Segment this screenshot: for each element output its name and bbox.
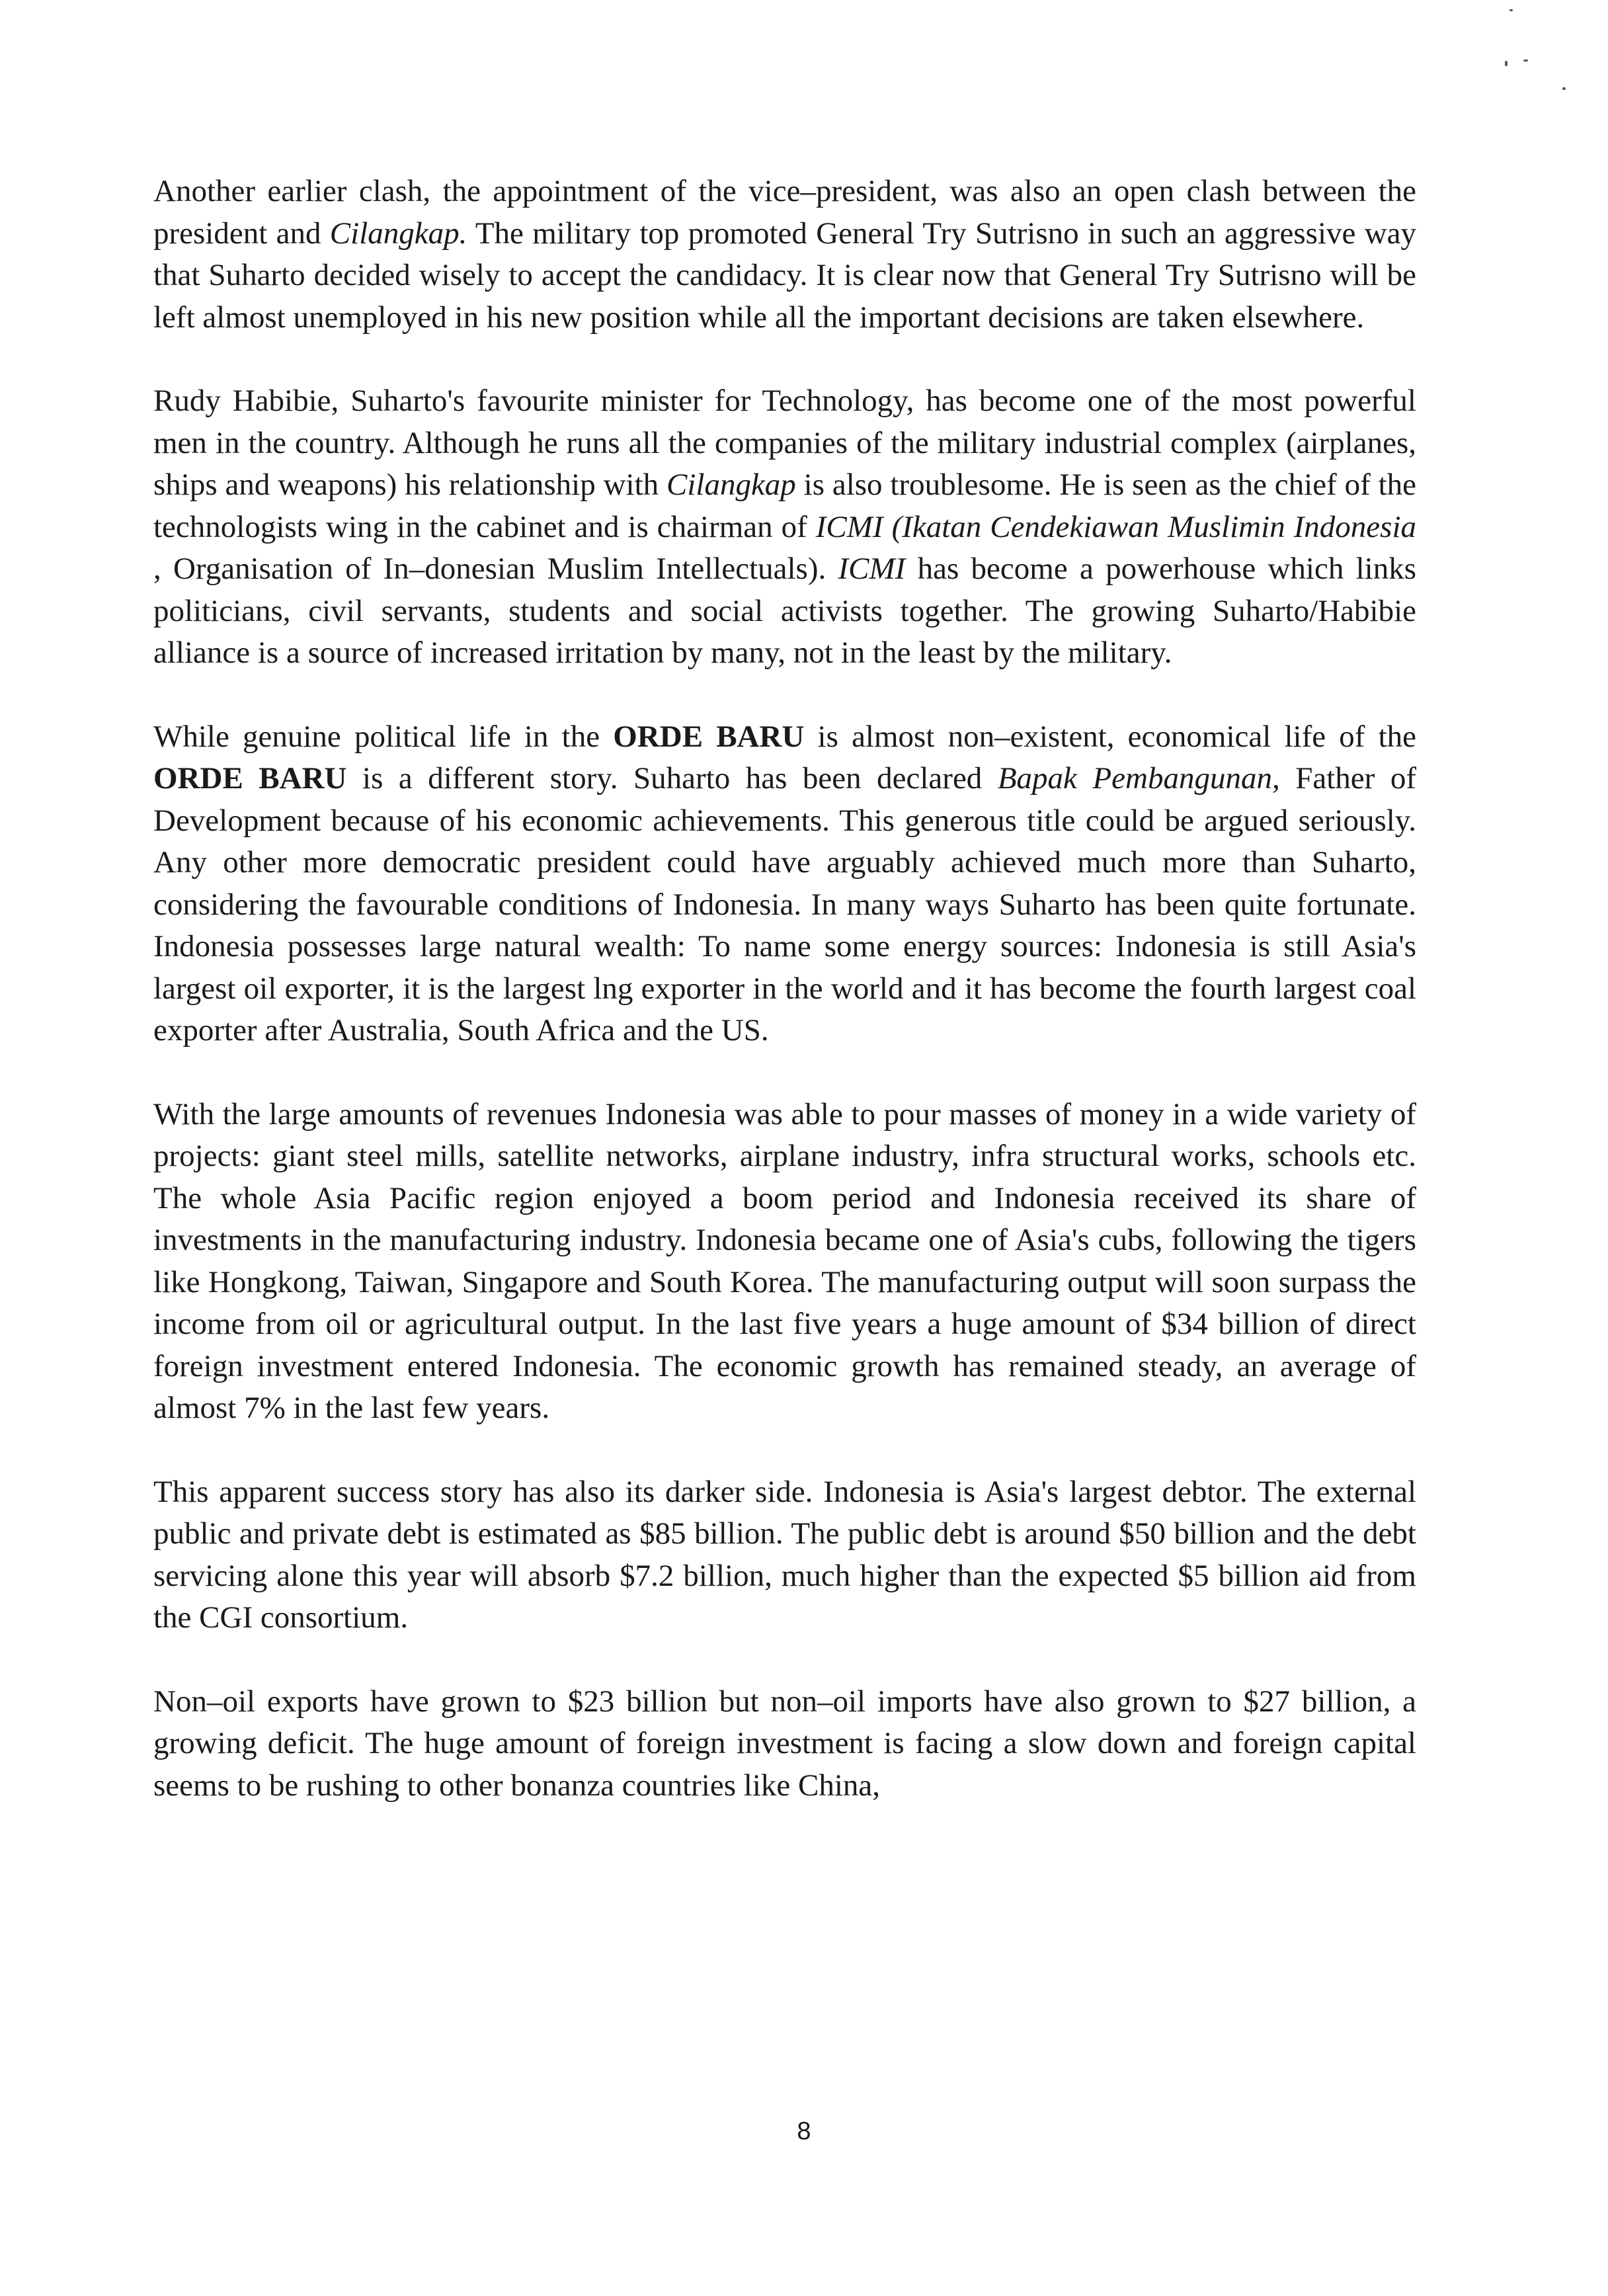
text-segment: This apparent success story has also its darker side. Indonesia is Asia's largest debtor. The external public and private debt is estimated as $85 billion. The public debt is around $50 billion and the debt servicing alone this year will absorb $7.2 billion, much higher than the expected $5 billion aid from the CGI consortium.: [153, 1474, 1416, 1635]
paragraph: [153, 1471, 1416, 1639]
paragraph: [153, 171, 1416, 339]
body-text: [153, 171, 1416, 1807]
text-segment: is almost non–existent, economical life of the: [804, 719, 1416, 754]
text-segment: ICMI: [838, 552, 906, 586]
scan-speck: [1523, 60, 1528, 62]
text-segment: Rudy Habibie, Suharto's favourite minister for Technology, has become one of the most powerful men in the country. Although he runs all the companies of the military industrial complex (airplanes, ships and weapons) his relationship with: [153, 384, 1416, 502]
document-page: [153, 171, 1416, 1848]
text-segment: ICMI (Ikatan Cendekiawan Muslimin Indonesia: [815, 509, 1416, 544]
paragraph: [153, 1094, 1416, 1430]
paragraph: [153, 1681, 1416, 1807]
text-segment: ORDE BARU: [613, 719, 805, 754]
text-segment: Father of Development because of his economic achievements. This generous title could be argued seriously. Any other more democratic president could have arguably achieved much more than Suharto, considering the favourable conditions of Indonesia. In many ways Suharto has been quite fortunate. Indonesia possesses large natural wealth: To name some energy sources: Indonesia is still Asia's largest oil exporter, it is the largest lng exporter in the world and it has become the fourth largest coal exporter after Australia, South Africa and the US.: [153, 761, 1416, 1047]
paragraph: [153, 380, 1416, 675]
text-segment: is a different story. Suharto has been declared: [346, 761, 998, 796]
text-segment: Cilangkap: [666, 468, 796, 502]
text-segment: Bapak Pembangunan,: [997, 761, 1280, 796]
scan-speck: [1509, 9, 1513, 11]
text-segment: ORDE BARU: [153, 761, 347, 796]
text-segment: , Organisation of In–donesian Muslim Intellectuals).: [153, 552, 838, 586]
text-segment: The military top promoted General Try Sutrisno in such an aggressive way that Suharto decided wisely to accept the candidacy. It is clear now that General Try Sutrisno will be left almost unemployed in his new position while all the important decisions are taken elsewhere.: [153, 216, 1417, 335]
text-segment: With the large amounts of revenues Indonesia was able to pour masses of money in a wide variety of projects: giant steel mills, satellite networks, airplane industry, infra structural works, schools etc. The whole Asia Pacific region enjoyed a boom period and Indonesia received its share of investments in the manufacturing industry. Indonesia became one of Asia's cubs, following the tigers like Hongkong, Taiwan, Singapore and South Korea. The manufacturing output will soon surpass the income from oil or agricultural output. In the last five years a huge amount of $34 billion of direct foreign investment entered Indonesia. The economic growth has remained steady, an average of almost 7% in the last few years.: [153, 1096, 1416, 1425]
text-segment: is also troublesome. He is seen as the chief of the technologists wing in the cabinet and is chairman of: [153, 468, 1416, 544]
text-segment: Cilangkap.: [329, 216, 467, 251]
text-segment: While genuine political life in the: [153, 719, 614, 754]
scan-speck: [1505, 61, 1508, 66]
page-number: 8: [797, 2117, 811, 2145]
paragraph: [153, 716, 1416, 1052]
text-segment: has become a powerhouse which links politicians, civil servants, students and social activists together. The growing Suharto/Habibie alliance is a source of increased irritation by many, not in the least by the military.: [153, 552, 1417, 670]
text-segment: Another earlier clash, the appointment of the vice–president, was also an open clash between the president and: [153, 174, 1416, 251]
text-segment: Non–oil exports have grown to $23 billion but non–oil imports have also grown to $27 billion, a growing deficit. The huge amount of foreign investment is facing a slow down and foreign capital seems to be rushing to other bonanza countries like China,: [153, 1684, 1416, 1803]
scan-speck: [1562, 87, 1566, 90]
